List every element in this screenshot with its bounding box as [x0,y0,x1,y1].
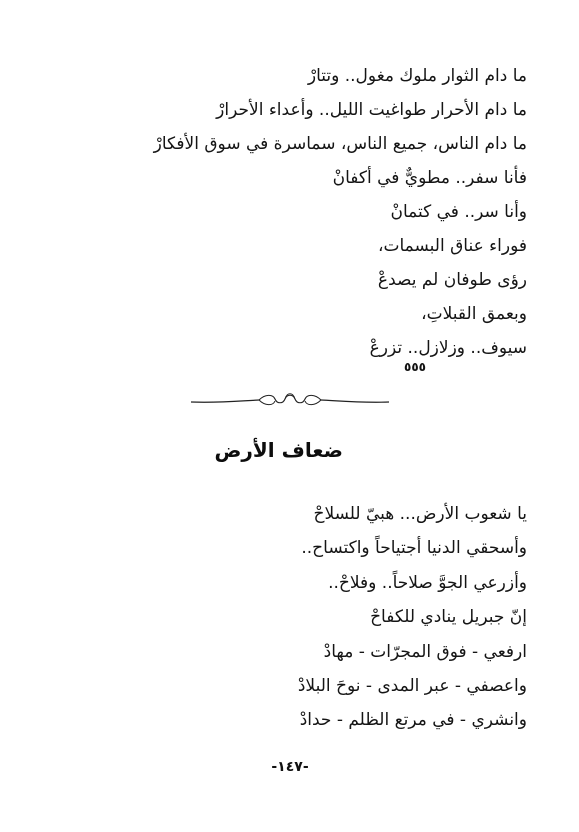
poem-line: فأنا سفر.. مطويٌّ في أكفانْ [332,168,527,188]
poem-line: ما دام الأحرار طواغيت الليل.. وأعداء الأحرارْ [216,100,527,120]
section-break-mark: ٥٥٥ [404,360,426,374]
poem-line: وأزرعي الجوَّ صلاحاً.. وفلاحْ.. [328,572,527,593]
poem-line: وأنا سر.. في كتمانْ [390,202,527,222]
poem-line: وبعمق القبلاتِ، [421,304,527,324]
poem-line: رؤى طوفان لم يصدعْ [377,270,527,290]
poem-stanza-second [47,497,527,738]
poem-line: واعصفي - عبر المدى - نوحَ البلادْ [297,675,527,696]
poem-line: يا شعوب الأرض... هبيّ للسلاحْ [313,504,527,524]
page-number: -١٤٧- [271,759,309,775]
section-title: ضعاف الأرض [214,438,343,462]
poem-line: وأسحقي الدنيا أجتياحاً واكتساح.. [301,538,527,559]
poem-line: سيوف.. وزلازل.. تزرعْ [369,338,527,358]
poem-line: إنّ جبريل ينادي للكفاحْ [370,607,527,628]
poem-line: ما دام الناس، جميع الناس، سماسرة في سوق الأفكارْ [153,134,527,154]
poem-line: وانشري - في مرتع الظلم - حدادْ [299,710,527,731]
poem-stanza-first [47,59,527,365]
poem-line: فوراء عناق البسمات، [378,236,527,256]
poem-line: ارفعي - فوق المجرّات - مهادْ [323,641,527,662]
poem-line: ما دام الثوار ملوك مغول.. وتتارْ [307,66,527,86]
ornamental-divider-icon [189,388,391,410]
